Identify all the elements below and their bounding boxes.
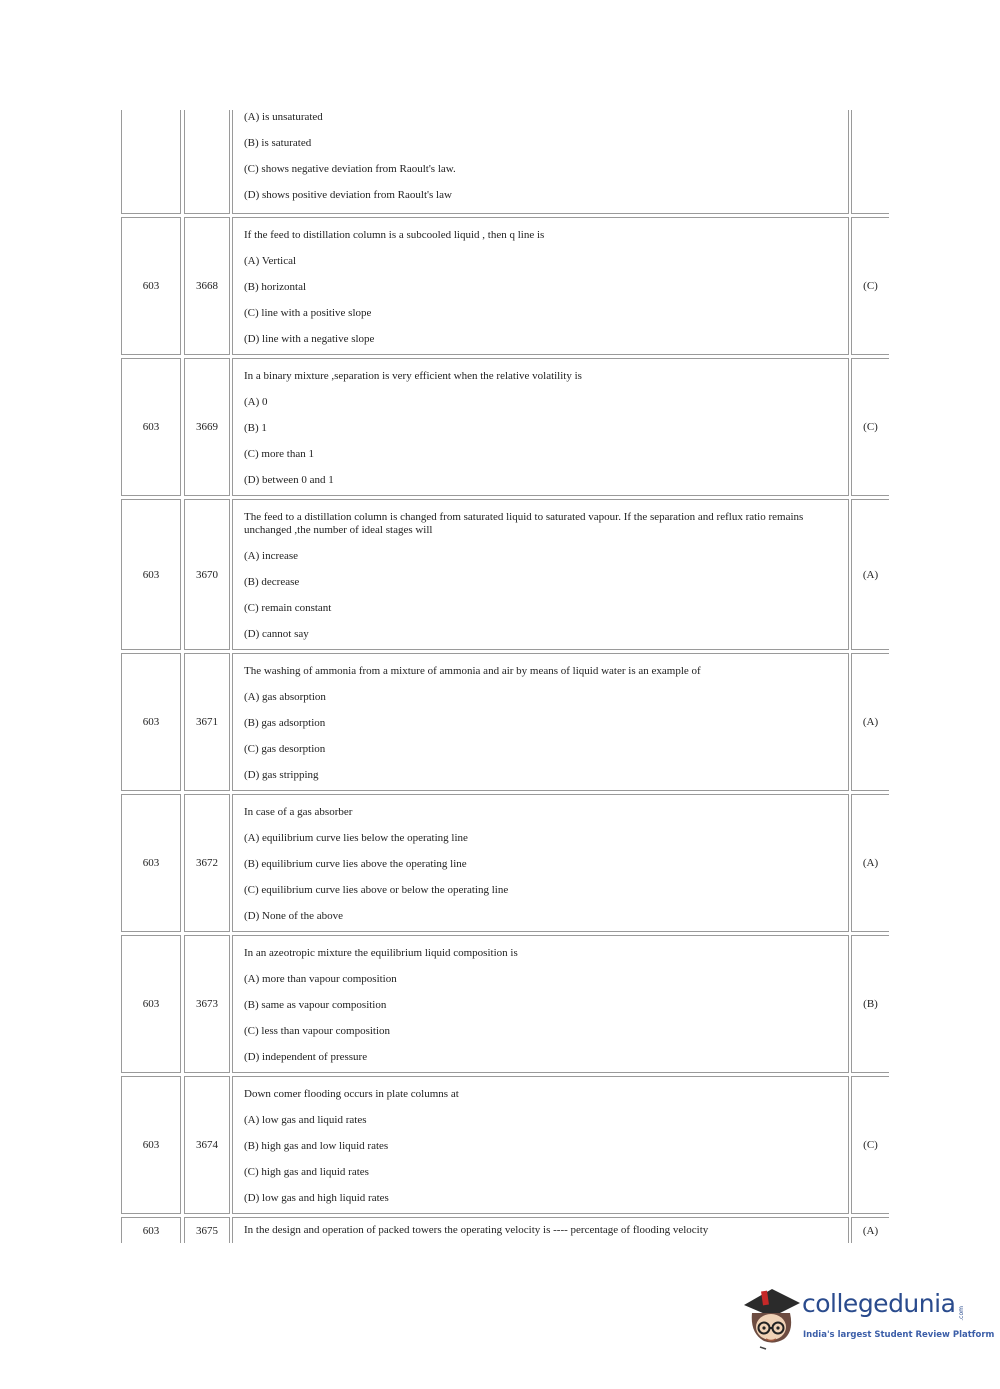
option-c: (C) remain constant <box>244 602 332 614</box>
option-c: (C) high gas and liquid rates <box>244 1166 369 1178</box>
question-cell <box>232 935 849 1073</box>
option-d: (D) between 0 and 1 <box>244 474 334 486</box>
question-table <box>121 110 889 1243</box>
question-text: In case of a gas absorber <box>244 806 353 818</box>
question-number-cell: 3672 <box>184 794 230 932</box>
option-c: (C) shows negative deviation from Raoult's law. <box>244 163 456 175</box>
unit-cell: 603 <box>121 1076 181 1214</box>
question-number-cell: 3668 <box>184 217 230 355</box>
option-a: (A) is unsaturated <box>244 111 323 123</box>
question-cell <box>232 110 849 214</box>
option-c: (C) less than vapour composition <box>244 1025 391 1037</box>
option-b: (B) high gas and low liquid rates <box>244 1140 389 1152</box>
table-row <box>121 1217 889 1243</box>
table-row <box>121 217 889 355</box>
question-text: If the feed to distillation column is a subcooled liquid , then q line is <box>244 229 545 241</box>
answer-cell <box>851 110 889 214</box>
answer-cell: (A) <box>851 1217 889 1243</box>
option-d: (D) None of the above <box>244 910 343 922</box>
brand-name: collegedunia <box>802 1289 956 1318</box>
option-a: (A) Vertical <box>244 255 297 267</box>
question-cell <box>232 217 849 355</box>
question-number-cell: 3671 <box>184 653 230 791</box>
table-row <box>121 653 889 791</box>
option-b: (B) 1 <box>244 422 267 434</box>
question-text: In the design and operation of packed towers the operating velocity is ---- percentage of flooding velocity <box>244 1224 709 1236</box>
answer-cell: (A) <box>851 499 889 650</box>
unit-cell: 603 <box>121 217 181 355</box>
option-b: (B) gas adsorption <box>244 717 326 729</box>
option-d: (D) cannot say <box>244 628 309 640</box>
option-b: (B) is saturated <box>244 137 312 149</box>
table-row <box>121 794 889 932</box>
answer-cell: (C) <box>851 358 889 496</box>
option-a: (A) 0 <box>244 396 268 408</box>
question-cell <box>232 499 849 650</box>
brand-tagline: India's largest Student Review Platform <box>803 1330 995 1340</box>
option-b: (B) equilibrium curve lies above the operating line <box>244 858 467 870</box>
option-c: (C) gas desorption <box>244 743 326 755</box>
table-row <box>121 1076 889 1214</box>
unit-cell: 603 <box>121 653 181 791</box>
unit-cell: 603 <box>121 499 181 650</box>
question-number-cell: 3669 <box>184 358 230 496</box>
unit-cell <box>121 110 181 214</box>
question-number-cell: 3675 <box>184 1217 230 1243</box>
question-number-cell <box>184 110 230 214</box>
question-number-cell: 3673 <box>184 935 230 1073</box>
unit-cell: 603 <box>121 1217 181 1243</box>
option-d: (D) shows positive deviation from Raoult's law <box>244 189 452 201</box>
question-text: The feed to a distillation column is changed from saturated liquid to saturated vapour. If the separation and reflux ratio remains unchanged ,the number of ideal stages will <box>244 511 804 536</box>
option-d: (D) independent of pressure <box>244 1051 368 1063</box>
option-b: (B) horizontal <box>244 281 307 293</box>
option-a: (A) equilibrium curve lies below the operating line <box>244 832 468 844</box>
option-c: (C) more than 1 <box>244 448 314 460</box>
answer-cell: (A) <box>851 794 889 932</box>
unit-cell: 603 <box>121 935 181 1073</box>
question-text: In a binary mixture ,separation is very efficient when the relative volatility is <box>244 370 582 382</box>
table-row <box>121 935 889 1073</box>
option-a: (A) gas absorption <box>244 691 326 703</box>
brand-tld: .com <box>958 1306 965 1321</box>
option-a: (A) more than vapour composition <box>244 973 397 985</box>
option-a: (A) increase <box>244 550 299 562</box>
question-text: Down comer flooding occurs in plate columns at <box>244 1088 459 1100</box>
unit-cell: 603 <box>121 794 181 932</box>
question-text: In an azeotropic mixture the equilibrium liquid composition is <box>244 947 518 959</box>
option-b: (B) same as vapour composition <box>244 999 387 1011</box>
option-b: (B) decrease <box>244 576 300 588</box>
answer-cell: (C) <box>851 1076 889 1214</box>
option-c: (C) line with a positive slope <box>244 307 372 319</box>
question-cell <box>232 358 849 496</box>
table-row <box>121 499 889 650</box>
question-cell <box>232 1217 849 1243</box>
question-cell <box>232 1076 849 1214</box>
question-number-cell: 3674 <box>184 1076 230 1214</box>
answer-cell: (B) <box>851 935 889 1073</box>
option-d: (D) line with a negative slope <box>244 333 375 345</box>
option-a: (A) low gas and liquid rates <box>244 1114 367 1126</box>
table-row <box>121 110 889 214</box>
question-cell <box>232 794 849 932</box>
question-cell <box>232 653 849 791</box>
option-c: (C) equilibrium curve lies above or below the operating line <box>244 884 509 896</box>
question-text: The washing of ammonia from a mixture of ammonia and air by means of liquid water is an example of <box>244 665 701 677</box>
option-d: (D) gas stripping <box>244 769 319 781</box>
question-number-cell: 3670 <box>184 499 230 650</box>
answer-cell: (C) <box>851 217 889 355</box>
unit-cell: 603 <box>121 358 181 496</box>
answer-cell: (A) <box>851 653 889 791</box>
table-row <box>121 358 889 496</box>
option-d: (D) low gas and high liquid rates <box>244 1192 389 1204</box>
